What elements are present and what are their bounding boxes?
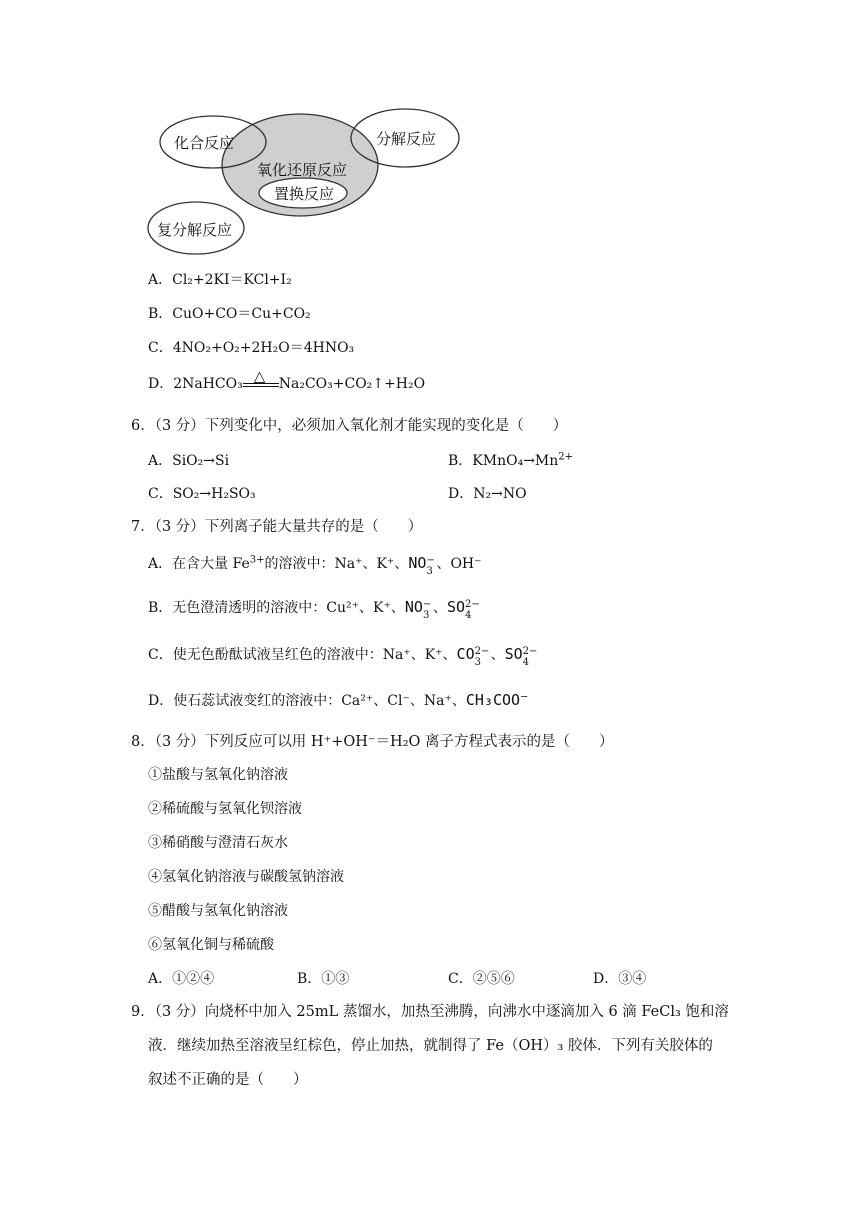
redox-label: 氧化还原反应 [257, 161, 348, 179]
q6-option-a: A．SiO₂→Si [148, 453, 230, 469]
q9-line-3: 叙述不正确的是（ ） [148, 1072, 308, 1088]
q8-option-a: A．①②④ [148, 971, 215, 987]
q5-option-d [148, 367, 426, 394]
q7-c-prefix: C．使无色酚酞试液呈红色的溶液中：Na⁺、K⁺、 [148, 647, 457, 663]
acetate-ion-charge: − [520, 691, 529, 703]
q8-option-d: D．③④ [593, 971, 647, 987]
q7-option-a [148, 553, 482, 577]
nitrate-ion-scripts: − 3 [422, 599, 432, 621]
nitrate-ion: NO [408, 554, 427, 572]
q6-option-d: D．N₂→NO [448, 486, 527, 502]
q5-d-reactant: D．2NaHCO₃ [148, 376, 243, 392]
q8-option-c: C．②⑤⑥ [448, 971, 515, 987]
q8-option-b: B．①③ [297, 971, 350, 987]
q8-stem: 8．（3 分）下列反应可以用 H⁺+OH⁻＝H₂O 离子方程式表示的是（ ） [131, 734, 614, 750]
displacement-label: 置换反应 [274, 185, 335, 203]
q7-stem: 7．（3 分）下列离子能大量共存的是（ ） [131, 519, 423, 535]
q6-option-b [448, 451, 573, 471]
sulfate-ion: SO [504, 645, 523, 663]
q7-a-tail: 、OH⁻ [436, 556, 482, 572]
double-decomposition-label: 复分解反应 [157, 221, 233, 239]
q7-option-d [148, 690, 528, 711]
heating-condition [243, 367, 279, 394]
sulfate-ion-scripts: 2− 4 [522, 646, 538, 668]
separator: 、 [490, 647, 505, 663]
decomposition-label: 分解反应 [376, 130, 437, 148]
q7-a-middle: 的溶液中：Na⁺、K⁺、 [264, 556, 409, 572]
acetate-ion: CH₃COO [465, 691, 521, 709]
sulfate-ion: SO [446, 598, 465, 616]
q8-item-4: ④氢氧化钠溶液与碳酸氢钠溶液 [148, 869, 344, 885]
nitrate-ion-scripts: − 3 [426, 555, 435, 577]
q5-option-a: A．Cl₂+2KI＝KCl+I₂ [148, 272, 292, 288]
separator: 、 [432, 600, 447, 616]
q9-line-1: 9．（3 分）向烧杯中加入 25mL 蒸馏水，加热至沸腾，向沸水中逐滴加入 6 滴 FeCl₃ 饱和溶 [131, 1004, 729, 1020]
q9-line-2: 液．继续加热至溶液呈红棕色，停止加热，就制得了 Fe（OH）₃ 胶体．下列有关胶体的 [148, 1038, 713, 1054]
q7-option-c [148, 644, 539, 668]
q5-option-b: B．CuO+CO＝Cu+CO₂ [148, 306, 311, 322]
q7-d-prefix: D．使石蕊试液变红的溶液中：Ca²⁺、Cl⁻、Na⁺、 [148, 693, 466, 709]
combination-label: 化合反应 [174, 134, 235, 152]
heat-triangle-icon: △ [253, 367, 266, 385]
q8-item-3: ③稀硝酸与澄清石灰水 [148, 835, 288, 851]
q6-stem: 6．（3 分）下列变化中，必须加入氧化剂才能实现的变化是（ ） [131, 418, 568, 434]
carbonate-ion-scripts: 2− 3 [474, 646, 490, 668]
q5-option-c: C．4NO₂+O₂+2H₂O＝4HNO₃ [148, 340, 355, 356]
q7-a-fe-charge: 3+ [249, 554, 265, 566]
q6-b-text: B．KMnO₄→Mn [448, 453, 559, 469]
q7-b-prefix: B．无色澄清透明的溶液中：Cu²⁺、K⁺、 [148, 600, 405, 616]
q8-item-5: ⑤醋酸与氢氧化钠溶液 [148, 903, 288, 919]
sulfate-ion-scripts: 2− 4 [465, 599, 480, 621]
reaction-type-diagram [140, 100, 470, 260]
q7-a-prefix: A．在含大量 Fe [148, 556, 250, 572]
q5-d-products: Na₂CO₃+CO₂↑+H₂O [278, 376, 426, 392]
q6-b-charge: 2+ [558, 451, 574, 463]
q8-item-6: ⑥氢氧化铜与稀硫酸 [148, 937, 274, 953]
q6-option-c: C．SO₂→H₂SO₃ [148, 486, 256, 502]
carbonate-ion: CO [456, 645, 475, 663]
q8-item-1: ①盐酸与氢氧化钠溶液 [148, 767, 288, 783]
q7-option-b [148, 597, 481, 621]
nitrate-ion: NO [404, 598, 423, 616]
q8-item-2: ②稀硫酸与氢氧化钡溶液 [148, 801, 302, 817]
